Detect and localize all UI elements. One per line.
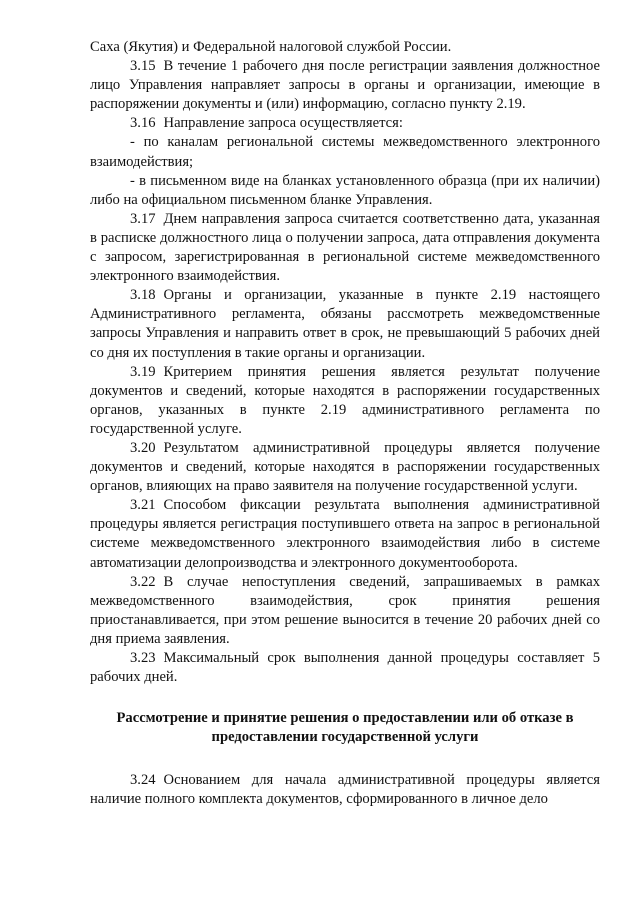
paragraph-text: Направление запроса осуществляется:: [163, 115, 403, 132]
paragraph-text: В течение 1 рабочего дня после регистрации заявления должностное лицо Управления направляет запросы в органы и организации, имеющие в распоряжении документы и (или) информацию, согласно пункту 2.19.: [90, 58, 600, 113]
clause-3-19: [90, 363, 600, 439]
clause-3-20: [90, 439, 600, 496]
paragraph-text: Критерием принятия решения является результат получение документов и сведений, которые находятся в распоряжении государственных органов, указанных в пункте 2.19 административного регламента по государственной услуге.: [90, 363, 600, 437]
clause-number: 3.16: [130, 115, 156, 132]
clause-number: 3.15: [130, 58, 156, 75]
paragraph-text: - в письменном виде на бланках установленного образца (при их наличии) либо на официальном письменном бланке Управления.: [90, 172, 600, 208]
clause-number: 3.24: [130, 772, 156, 789]
paragraph: [90, 38, 600, 57]
paragraph-text: Максимальный срок выполнения данной процедуры составляет 5 рабочих дней.: [90, 650, 600, 686]
document-page: [90, 38, 600, 810]
clause-number: 3.23: [130, 650, 156, 666]
clause-3-23: [90, 649, 600, 687]
paragraph-text: Результатом административной процедуры является получение документов и сведений, которые находятся в распоряжении государственных органов, влияющих на право заявителя на получение государственной услуги.: [90, 439, 600, 495]
paragraph: [90, 172, 600, 210]
clause-number: 3.18: [130, 287, 156, 304]
clause-3-15: [90, 57, 600, 114]
clause-number: 3.17: [130, 210, 156, 227]
section-heading: Рассмотрение и принятие решения о предоставлении или об отказе в предоставлении государственной услуги: [116, 710, 574, 746]
paragraph: [90, 133, 600, 171]
clause-3-22: [90, 573, 600, 649]
paragraph-text: Основанием для начала административной процедуры является наличие полного комплекта документов, сформированного в личное дело: [90, 772, 600, 808]
clause-number: 3.21: [130, 497, 156, 514]
paragraph-text: Днем направления запроса считается соответственно дата, указанная в расписке должностного лица о получении запроса, дата отправления документа с запросом, зарегистрированная в региональной системе межведомственного электронного взаимодействия.: [90, 210, 600, 285]
paragraph-text: Органы и организации, указанные в пункте 2.19 настоящего Административного регламента, обязаны рассмотреть межведомственные запросы Управления и направить ответ в срок, не превышающий 5 рабочих дней со дня их поступления в такие органы и организации.: [90, 287, 600, 361]
paragraph-text: Способом фиксации результата выполнения административной процедуры является регистрация поступившего ответа на запрос в региональной системе межведомственного электронного взаимодействия либо в системе автоматизации делопроизводства и электронного документооборота.: [90, 497, 600, 571]
clause-number: 3.22: [130, 573, 156, 590]
clause-3-16: [90, 114, 600, 133]
clause-number: 3.20: [130, 439, 156, 456]
paragraph-text: В случае непоступления сведений, запрашиваемых в рамках межведомственного взаимодействия, срок принятия решения приостанавливается, при этом решение выносится в течение 20 рабочих дней со дня приема заявления.: [90, 573, 600, 647]
clause-number: 3.19: [130, 363, 156, 380]
clause-3-24: [90, 771, 600, 809]
clause-3-18: [90, 286, 600, 362]
clause-3-17: [90, 210, 600, 286]
paragraph-text: - по каналам региональной системы межведомственного электронного взаимодействия;: [90, 134, 600, 170]
clause-3-21: [90, 496, 600, 572]
paragraph-text: Саха (Якутия) и Федеральной налоговой службой России.: [90, 39, 452, 55]
